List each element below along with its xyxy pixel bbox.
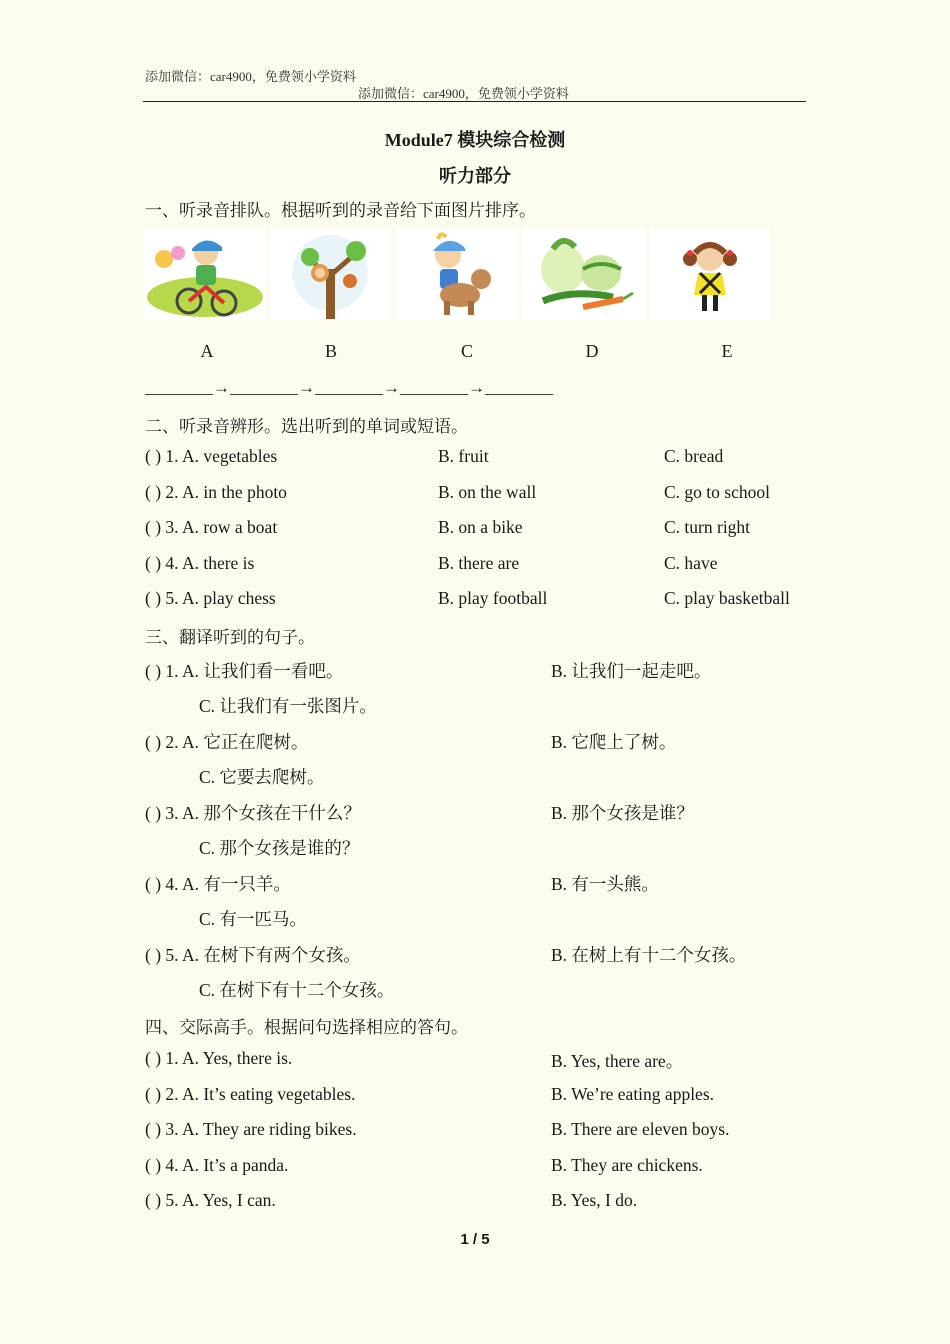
s3-q5-option-a: ( ) 5. A. 在树下有两个女孩。 — [145, 945, 361, 965]
s2-q4-option-a: ( ) 4. A. there is — [145, 553, 255, 573]
header-watermark-1: 添加微信：car4900，免费领小学资料 — [145, 69, 356, 84]
s3-q3-option-a: ( ) 3. A. 那个女孩在干什么？ — [145, 803, 361, 823]
s3-q1-option-c: C. 让我们有一张图片。 — [199, 696, 377, 716]
page-number: 1 / 5 — [460, 1231, 490, 1248]
picture-c-boy-with-horse — [396, 229, 519, 320]
s2-q1-option-a: ( ) 1. A. vegetables — [145, 446, 278, 466]
header-watermark-2: 添加微信：car4900，免费领小学资料 — [358, 86, 569, 101]
order-answer-blanks: ________→________→________→________→________ — [145, 378, 553, 397]
s3-q4-option-a: ( ) 4. A. 有一只羊。 — [145, 874, 291, 894]
s4-q5-option-b: B. Yes, I do. — [551, 1190, 638, 1210]
s4-q3-option-a: ( ) 3. A. They are riding bikes. — [145, 1119, 357, 1139]
picture-a-boy-riding-bike — [144, 229, 266, 320]
s3-q1-option-a: ( ) 1. A. 让我们看一看吧。 — [145, 661, 344, 681]
picture-e-girl — [650, 229, 770, 320]
s2-q4-option-c: C. have — [664, 553, 718, 573]
picture-label-d: D — [585, 341, 599, 361]
picture-label-a: A — [200, 341, 214, 361]
s3-q5-option-b: B. 在树上有十二个女孩。 — [551, 945, 747, 965]
s2-q5-option-c: C. play basketball — [664, 588, 790, 608]
s3-q2-option-b: B. 它爬上了树。 — [551, 732, 677, 752]
s3-q4-option-c: C. 有一匹马。 — [199, 909, 307, 929]
header-rule — [143, 101, 806, 102]
s2-q5-option-a: ( ) 5. A. play chess — [145, 588, 276, 608]
s4-q4-option-b: B. They are chickens. — [551, 1155, 703, 1175]
picture-d-vegetables — [523, 229, 645, 320]
s4-q3-option-b: B. There are eleven boys. — [551, 1119, 730, 1139]
s2-q3-option-b: B. on a bike — [438, 517, 523, 537]
s2-q2-option-a: ( ) 2. A. in the photo — [145, 482, 287, 502]
s4-q2-option-a: ( ) 2. A. It’s eating vegetables. — [145, 1084, 356, 1104]
s2-q1-option-b: B. fruit — [438, 446, 489, 466]
page-subtitle: 听力部分 — [439, 166, 511, 186]
s3-q2-option-c: C. 它要去爬树。 — [199, 767, 325, 787]
s4-q1-option-b: B. Yes, there are。 — [551, 1051, 684, 1071]
s2-q5-option-b: B. play football — [438, 588, 548, 608]
s2-q1-option-c: C. bread — [664, 446, 724, 466]
s4-q2-option-b: B. We’re eating apples. — [551, 1084, 715, 1104]
section4-heading: 四、交际高手。根据问句选择相应的答句。 — [145, 1018, 468, 1037]
page-title: Module7 模块综合检测 — [384, 130, 566, 150]
s3-q2-option-a: ( ) 2. A. 它正在爬树。 — [145, 732, 309, 752]
picture-label-c: C — [460, 341, 473, 361]
s3-q5-option-c: C. 在树下有十二个女孩。 — [199, 980, 395, 1000]
picture-label-e: E — [721, 341, 733, 361]
section3-heading: 三、翻译听到的句子。 — [145, 628, 315, 647]
s4-q4-option-a: ( ) 4. A. It’s a panda. — [145, 1155, 289, 1175]
s2-q2-option-c: C. go to school — [664, 482, 770, 502]
s3-q3-option-c: C. 那个女孩是谁的？ — [199, 838, 360, 858]
picture-label-b: B — [324, 341, 337, 361]
s4-q1-option-a: ( ) 1. A. Yes, there is. — [145, 1048, 293, 1068]
s3-q4-option-b: B. 有一头熊。 — [551, 874, 659, 894]
s4-q5-option-a: ( ) 5. A. Yes, I can. — [145, 1190, 276, 1210]
s3-q1-option-b: B. 让我们一起走吧。 — [551, 661, 712, 681]
section2-heading: 二、听录音辨形。选出听到的单词或短语。 — [145, 417, 468, 436]
s2-q4-option-b: B. there are — [438, 553, 520, 573]
picture-b-monkey-in-tree — [270, 229, 391, 320]
section1-heading: 一、听录音排队。根据听到的录音给下面图片排序。 — [145, 201, 536, 220]
s2-q3-option-c: C. turn right — [664, 517, 751, 537]
s2-q2-option-b: B. on the wall — [438, 482, 537, 502]
s2-q3-option-a: ( ) 3. A. row a boat — [145, 517, 278, 537]
s3-q3-option-b: B. 那个女孩是谁？ — [551, 803, 694, 823]
